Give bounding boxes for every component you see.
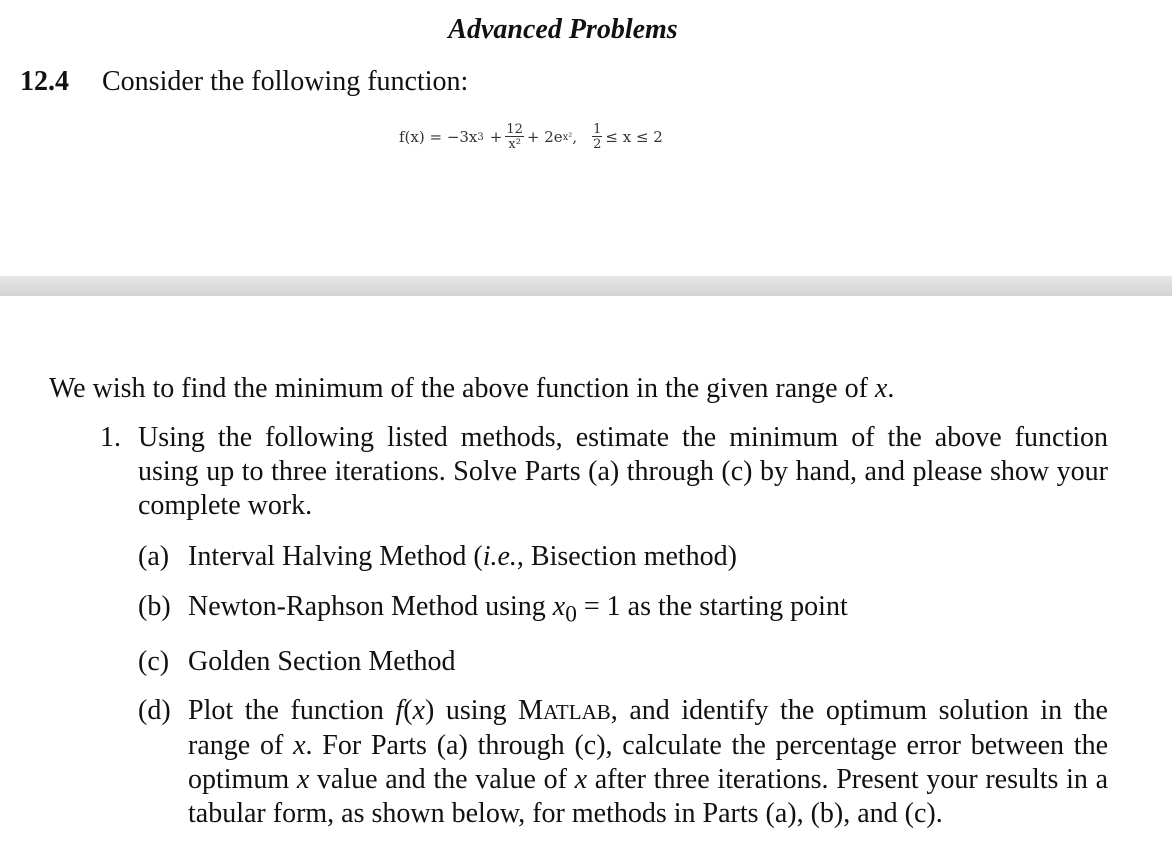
eq-lhs: f(x) = −3x [399,128,478,146]
part-d-text: Plot the function f(x) using MATLAB, and identify the optimum solution in the range of x. For Parts (a) through (c), calculate the percentage error between the optimum x value and the value of x after three iterations. Present your results in a tabular form, as shown below, for methods in Parts (a), (b), and (c). [188,695,1109,829]
problem-number: 12.4 [20,66,69,97]
part-c-label: (c) [138,646,170,677]
eq-range-den: 2 [593,137,602,152]
eq-comma: , [572,128,578,146]
part-b-label: (b) [138,591,171,622]
part-b-text: Newton-Raphson Method using $x_0 = 1$ as the starting point [188,591,848,628]
eq-exp-3: 3 [477,131,484,143]
eq-exp-x2: x² [562,131,573,143]
eq-range-fraction [592,123,602,151]
list-item-text: Using the following listed methods, estimate the minimum of the above function using up to three iterations. Solve Parts (a) through (c) by hand, and please show your complete work. [138,422,1108,521]
page-divider [0,276,1172,296]
eq-frac-den: x² [508,137,521,152]
part-d-label: (d) [138,695,171,726]
eq-range-num: 1 [593,122,602,137]
eq-plus: + [489,128,503,146]
problem-statement: Consider the following function: [102,66,469,97]
part-c-text: Golden Section Method [188,646,456,677]
eq-range: ≤ x ≤ 2 [605,128,663,146]
eq-fraction [505,123,524,151]
part-a-label: (a) [138,541,170,572]
eq-frac-num: 12 [506,122,523,137]
part-a-text: Interval Halving Method (i.e., Bisection method) [188,541,737,572]
section-title: Advanced Problems [448,14,678,45]
list-item-number: 1. [100,422,121,453]
eq-exp-term: + 2e [526,128,563,146]
function-equation [399,112,759,162]
intro-paragraph: We wish to find the minimum of the above function in the given range of x. [49,373,895,404]
